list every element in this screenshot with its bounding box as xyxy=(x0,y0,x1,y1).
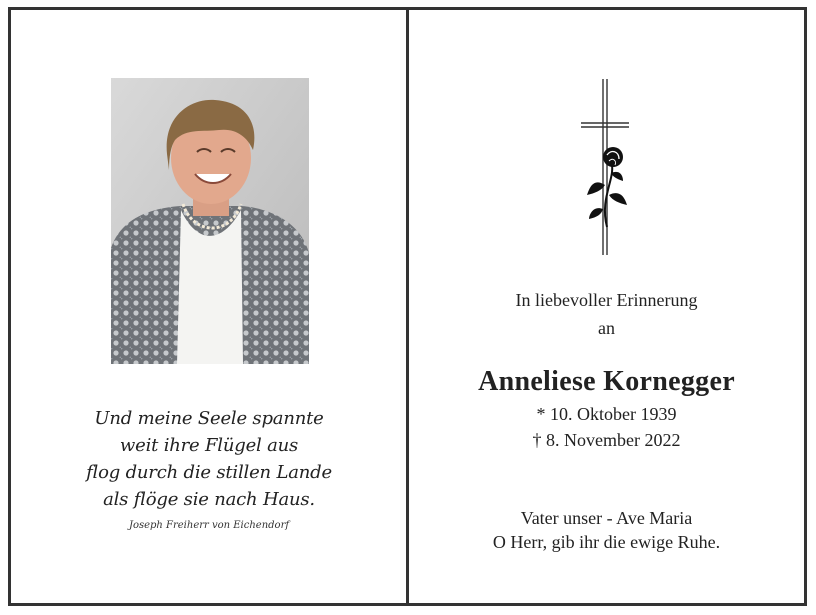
prayer-line: Vater unser - Ave Maria xyxy=(520,508,693,528)
intro-line: an xyxy=(598,318,615,338)
poem-line: flog durch die stillen Lande xyxy=(86,462,332,483)
card-left-panel xyxy=(8,7,410,606)
poem-block xyxy=(11,405,407,531)
death-date: † 8. November 2022 xyxy=(532,430,681,450)
card-right-panel xyxy=(406,7,807,606)
poem-line: weit ihre Flügel aus xyxy=(119,435,299,456)
poem-line: als flöge sie nach Haus. xyxy=(103,489,315,510)
prayer-line: O Herr, gib ihr die ewige Ruhe. xyxy=(492,532,721,552)
birth-date: * 10. Oktober 1939 xyxy=(536,404,677,424)
portrait-photo xyxy=(111,78,309,364)
poem-author: Joseph Freiherr von Eichendorf xyxy=(128,520,290,531)
intro-line: In liebevoller Erinnerung xyxy=(515,290,698,310)
cross-with-rose-icon xyxy=(577,77,633,257)
poem-line: Und meine Seele spannte xyxy=(94,408,324,429)
deceased-name: Anneliese Kornegger xyxy=(478,366,735,397)
